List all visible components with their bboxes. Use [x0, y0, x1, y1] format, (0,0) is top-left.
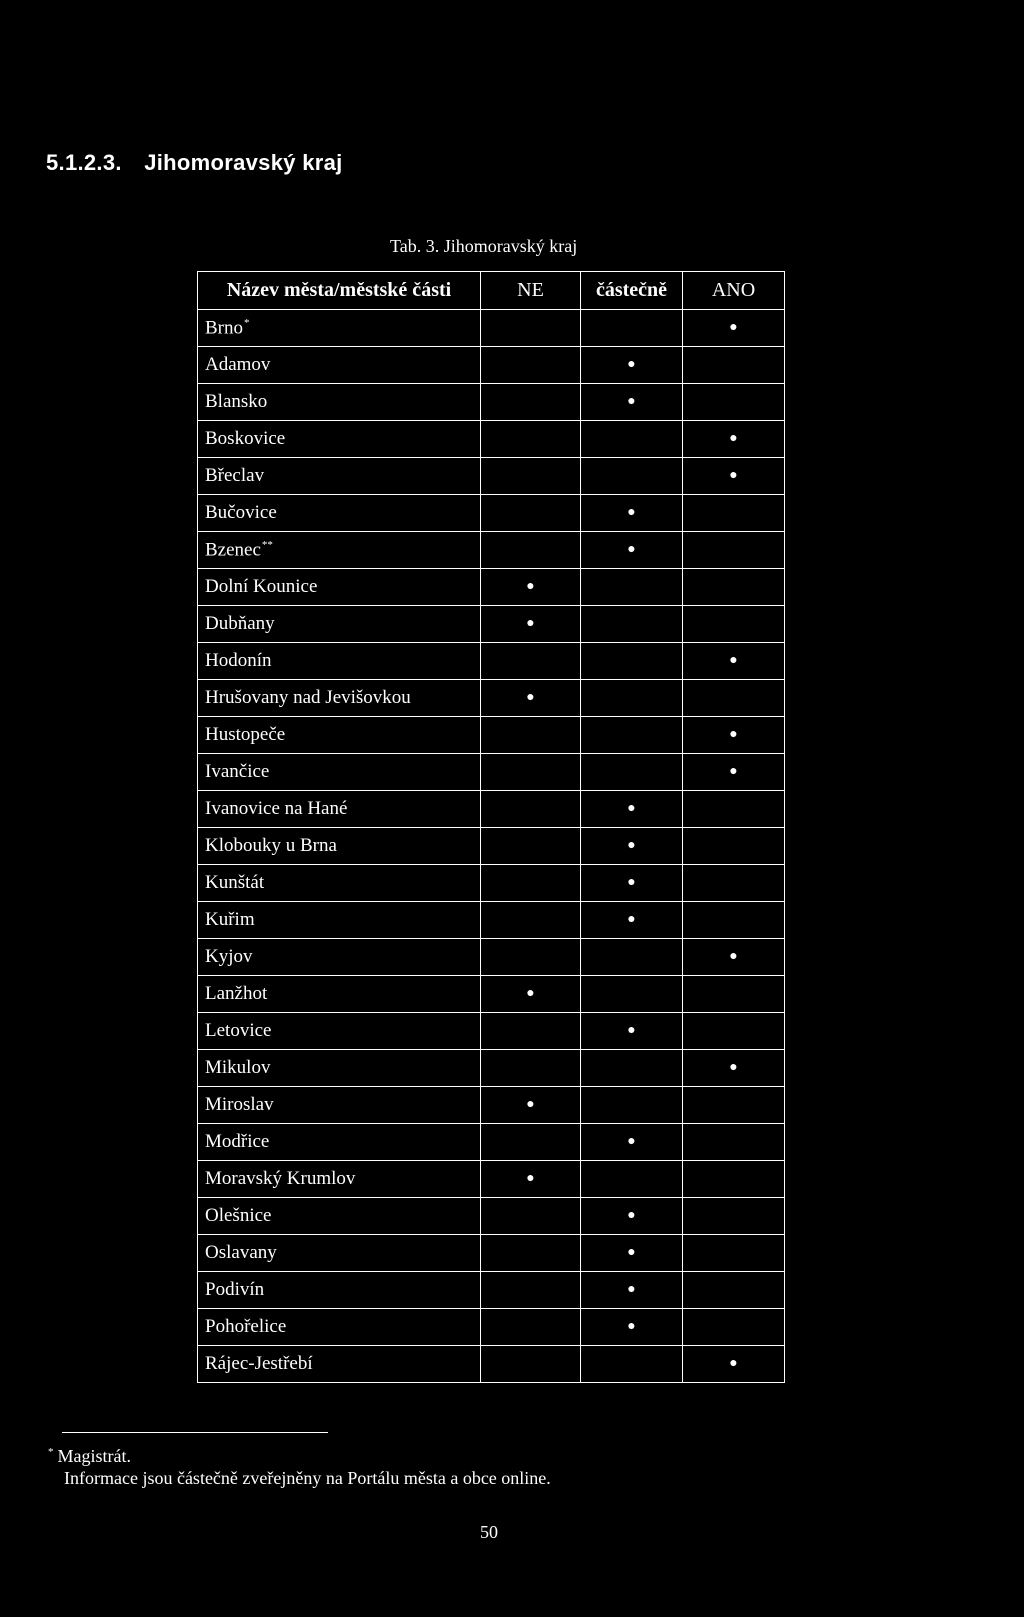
cell-castecne — [581, 458, 683, 495]
table-row — [198, 976, 785, 1013]
cell-castecne — [581, 717, 683, 754]
bullet-icon: ● — [729, 764, 738, 779]
city-name: Podivín — [205, 1279, 265, 1300]
cell-ne — [481, 1161, 581, 1198]
city-name-cell — [198, 310, 481, 347]
table-row — [198, 1124, 785, 1161]
table-row — [198, 384, 785, 421]
city-name: Rájec-Jestřebí — [205, 1353, 313, 1374]
table-row — [198, 1346, 785, 1383]
table-row — [198, 421, 785, 458]
cell-ne — [481, 791, 581, 828]
table-row — [198, 495, 785, 532]
cell-ne — [481, 495, 581, 532]
table-row — [198, 1087, 785, 1124]
cell-ano — [683, 939, 785, 976]
header-name: Název města/městské části — [198, 272, 481, 310]
bullet-icon: ● — [729, 431, 738, 446]
city-name: Klobouky u Brna — [205, 835, 337, 856]
cell-ne — [481, 421, 581, 458]
footnote-divider — [62, 1432, 328, 1433]
city-name-cell — [198, 902, 481, 939]
cell-ne — [481, 347, 581, 384]
bullet-icon: ● — [627, 912, 636, 927]
city-name: Hrušovany nad Jevišovkou — [205, 687, 411, 708]
bullet-icon: ● — [729, 653, 738, 668]
bullet-icon: ● — [627, 875, 636, 890]
bullet-icon: ● — [729, 320, 738, 335]
cell-castecne — [581, 1346, 683, 1383]
cell-castecne — [581, 384, 683, 421]
header-castecne: částečně — [581, 272, 683, 310]
cell-ano — [683, 1087, 785, 1124]
table-caption: Tab. 3. Jihomoravský kraj — [390, 236, 578, 256]
city-name-cell — [198, 939, 481, 976]
city-name-cell — [198, 1087, 481, 1124]
table-row — [198, 939, 785, 976]
cell-castecne — [581, 1235, 683, 1272]
bullet-icon: ● — [627, 1023, 636, 1038]
header-ano: ANO — [683, 272, 785, 310]
cell-ano — [683, 1235, 785, 1272]
footnote-2: Informace jsou částečně zveřejněny na Portálu města a obce online. — [64, 1468, 551, 1488]
footnote-1-text: Magistrát. — [57, 1446, 131, 1466]
cell-ano — [683, 1050, 785, 1087]
bullet-icon: ● — [627, 394, 636, 409]
table-row — [198, 1198, 785, 1235]
city-name: Bučovice — [205, 502, 277, 523]
city-name-cell — [198, 1124, 481, 1161]
city-name: Blansko — [205, 391, 268, 412]
cell-ano — [683, 384, 785, 421]
city-name: Modřice — [205, 1131, 270, 1152]
city-name: Ivanovice na Hané — [205, 798, 348, 819]
bullet-icon: ● — [627, 838, 636, 853]
cell-castecne — [581, 754, 683, 791]
bullet-icon: ● — [729, 468, 738, 483]
cell-ano — [683, 1272, 785, 1309]
cell-ne — [481, 1198, 581, 1235]
cell-ano — [683, 495, 785, 532]
cell-castecne — [581, 976, 683, 1013]
cell-ne — [481, 1235, 581, 1272]
cell-castecne — [581, 1198, 683, 1235]
city-name: Adamov — [205, 354, 271, 375]
bullet-icon: ● — [627, 505, 636, 520]
cell-ne — [481, 1309, 581, 1346]
cell-castecne — [581, 1272, 683, 1309]
footnote-marker: * — [244, 316, 250, 329]
cell-ano — [683, 643, 785, 680]
cell-ano — [683, 865, 785, 902]
cell-ne — [481, 606, 581, 643]
city-name: Břeclav — [205, 465, 265, 486]
bullet-icon: ● — [729, 727, 738, 742]
city-name: Dolní Kounice — [205, 576, 318, 597]
city-name: Kunštát — [205, 872, 265, 893]
cell-ne — [481, 1124, 581, 1161]
cell-castecne — [581, 495, 683, 532]
section-number: 5.1.2.3. — [46, 150, 122, 175]
city-name-cell — [198, 1309, 481, 1346]
cell-ano — [683, 717, 785, 754]
city-name-cell — [198, 495, 481, 532]
cell-ne — [481, 939, 581, 976]
cell-castecne — [581, 310, 683, 347]
table-row — [198, 1050, 785, 1087]
cell-ne — [481, 458, 581, 495]
cell-ano — [683, 680, 785, 717]
footnote-1 — [48, 1446, 131, 1467]
footnote-star: * — [48, 1446, 54, 1458]
bullet-icon: ● — [627, 1319, 636, 1334]
table-row — [198, 1272, 785, 1309]
bullet-icon: ● — [526, 986, 535, 1001]
cell-ne — [481, 976, 581, 1013]
cell-ano — [683, 754, 785, 791]
city-name: Letovice — [205, 1020, 272, 1041]
cell-castecne — [581, 532, 683, 569]
city-name-cell — [198, 1161, 481, 1198]
city-name: Hodonín — [205, 650, 272, 671]
cell-ano — [683, 902, 785, 939]
city-name-cell — [198, 1050, 481, 1087]
cell-castecne — [581, 865, 683, 902]
cell-ne — [481, 828, 581, 865]
cell-ne — [481, 1050, 581, 1087]
cell-ne — [481, 310, 581, 347]
city-name-cell — [198, 717, 481, 754]
bullet-icon: ● — [526, 1171, 535, 1186]
city-name: Oslavany — [205, 1242, 277, 1263]
bullet-icon: ● — [627, 542, 636, 557]
city-name-cell — [198, 384, 481, 421]
city-name: Pohořelice — [205, 1316, 287, 1337]
city-name: Ivančice — [205, 761, 270, 782]
city-name-cell — [198, 1198, 481, 1235]
cell-castecne — [581, 569, 683, 606]
city-name-cell — [198, 1272, 481, 1309]
cell-ano — [683, 1198, 785, 1235]
city-name: Moravský Krumlov — [205, 1168, 356, 1189]
city-name: Miroslav — [205, 1094, 274, 1115]
cell-castecne — [581, 1013, 683, 1050]
cell-castecne — [581, 421, 683, 458]
cell-ano — [683, 1346, 785, 1383]
city-name-cell — [198, 791, 481, 828]
cell-ano — [683, 1309, 785, 1346]
section-title: Jihomoravský kraj — [144, 150, 343, 175]
table-row — [198, 1235, 785, 1272]
city-name-cell — [198, 828, 481, 865]
table-row — [198, 643, 785, 680]
cell-castecne — [581, 643, 683, 680]
table-row — [198, 1309, 785, 1346]
city-name-cell — [198, 643, 481, 680]
city-name-cell — [198, 1235, 481, 1272]
bullet-icon: ● — [627, 1134, 636, 1149]
cell-castecne — [581, 939, 683, 976]
bullet-icon: ● — [526, 616, 535, 631]
city-name: Brno — [205, 317, 243, 339]
table-row — [198, 1013, 785, 1050]
bullet-icon: ● — [526, 579, 535, 594]
bullet-icon: ● — [627, 801, 636, 816]
cell-ano — [683, 791, 785, 828]
bullet-icon: ● — [627, 1208, 636, 1223]
footnote-marker: ** — [261, 538, 273, 551]
city-name: Bzenec — [205, 539, 261, 561]
cell-castecne — [581, 606, 683, 643]
cell-ne — [481, 569, 581, 606]
table-header-row — [198, 272, 785, 310]
table-row — [198, 310, 785, 347]
cell-ano — [683, 606, 785, 643]
cell-ne — [481, 865, 581, 902]
cell-ne — [481, 1013, 581, 1050]
city-name-cell — [198, 680, 481, 717]
cell-ano — [683, 532, 785, 569]
bullet-icon: ● — [729, 1356, 738, 1371]
cell-ne — [481, 717, 581, 754]
city-name: Kyjov — [205, 946, 253, 967]
cell-castecne — [581, 1124, 683, 1161]
bullet-icon: ● — [627, 1282, 636, 1297]
bullet-icon: ● — [526, 690, 535, 705]
cell-castecne — [581, 1161, 683, 1198]
cell-ne — [481, 754, 581, 791]
cell-ne — [481, 680, 581, 717]
city-name-cell — [198, 532, 481, 569]
cell-castecne — [581, 680, 683, 717]
city-name: Kuřim — [205, 909, 255, 930]
city-name-cell — [198, 347, 481, 384]
cell-ano — [683, 569, 785, 606]
cell-ano — [683, 1161, 785, 1198]
table-row — [198, 754, 785, 791]
cell-castecne — [581, 1309, 683, 1346]
city-name-cell — [198, 421, 481, 458]
bullet-icon: ● — [729, 1060, 738, 1075]
table-row — [198, 569, 785, 606]
table-row — [198, 680, 785, 717]
cell-ano — [683, 421, 785, 458]
cell-ano — [683, 976, 785, 1013]
city-name: Olešnice — [205, 1205, 272, 1226]
cell-ne — [481, 902, 581, 939]
bullet-icon: ● — [526, 1097, 535, 1112]
table-row — [198, 1161, 785, 1198]
cell-castecne — [581, 828, 683, 865]
cell-ano — [683, 458, 785, 495]
cell-ano — [683, 828, 785, 865]
bullet-icon: ● — [627, 1245, 636, 1260]
table-row — [198, 458, 785, 495]
cell-castecne — [581, 1087, 683, 1124]
bullet-icon: ● — [729, 949, 738, 964]
city-name-cell — [198, 458, 481, 495]
table-row — [198, 717, 785, 754]
cities-table — [197, 271, 785, 1383]
city-name: Boskovice — [205, 428, 286, 449]
cell-castecne — [581, 1050, 683, 1087]
section-heading — [46, 150, 343, 176]
cell-ano — [683, 1013, 785, 1050]
cell-ne — [481, 1272, 581, 1309]
table-row — [198, 828, 785, 865]
bullet-icon: ● — [627, 357, 636, 372]
city-name-cell — [198, 976, 481, 1013]
cell-ano — [683, 1124, 785, 1161]
city-name-cell — [198, 606, 481, 643]
table-row — [198, 902, 785, 939]
city-name: Mikulov — [205, 1057, 271, 1078]
cell-castecne — [581, 791, 683, 828]
table-row — [198, 532, 785, 569]
cell-ne — [481, 643, 581, 680]
table-row — [198, 347, 785, 384]
table-row — [198, 791, 785, 828]
table-row — [198, 606, 785, 643]
header-ne: NE — [481, 272, 581, 310]
city-name-cell — [198, 569, 481, 606]
city-name: Lanžhot — [205, 983, 268, 1004]
table-row — [198, 865, 785, 902]
city-name: Hustopeče — [205, 724, 286, 745]
page-number: 50 — [480, 1522, 498, 1542]
city-name: Dubňany — [205, 613, 275, 634]
cell-ne — [481, 384, 581, 421]
city-name-cell — [198, 865, 481, 902]
city-name-cell — [198, 754, 481, 791]
cell-ano — [683, 310, 785, 347]
cell-ano — [683, 347, 785, 384]
city-name-cell — [198, 1346, 481, 1383]
cell-ne — [481, 1087, 581, 1124]
cell-castecne — [581, 347, 683, 384]
cell-ne — [481, 1346, 581, 1383]
cell-castecne — [581, 902, 683, 939]
cell-ne — [481, 532, 581, 569]
city-name-cell — [198, 1013, 481, 1050]
